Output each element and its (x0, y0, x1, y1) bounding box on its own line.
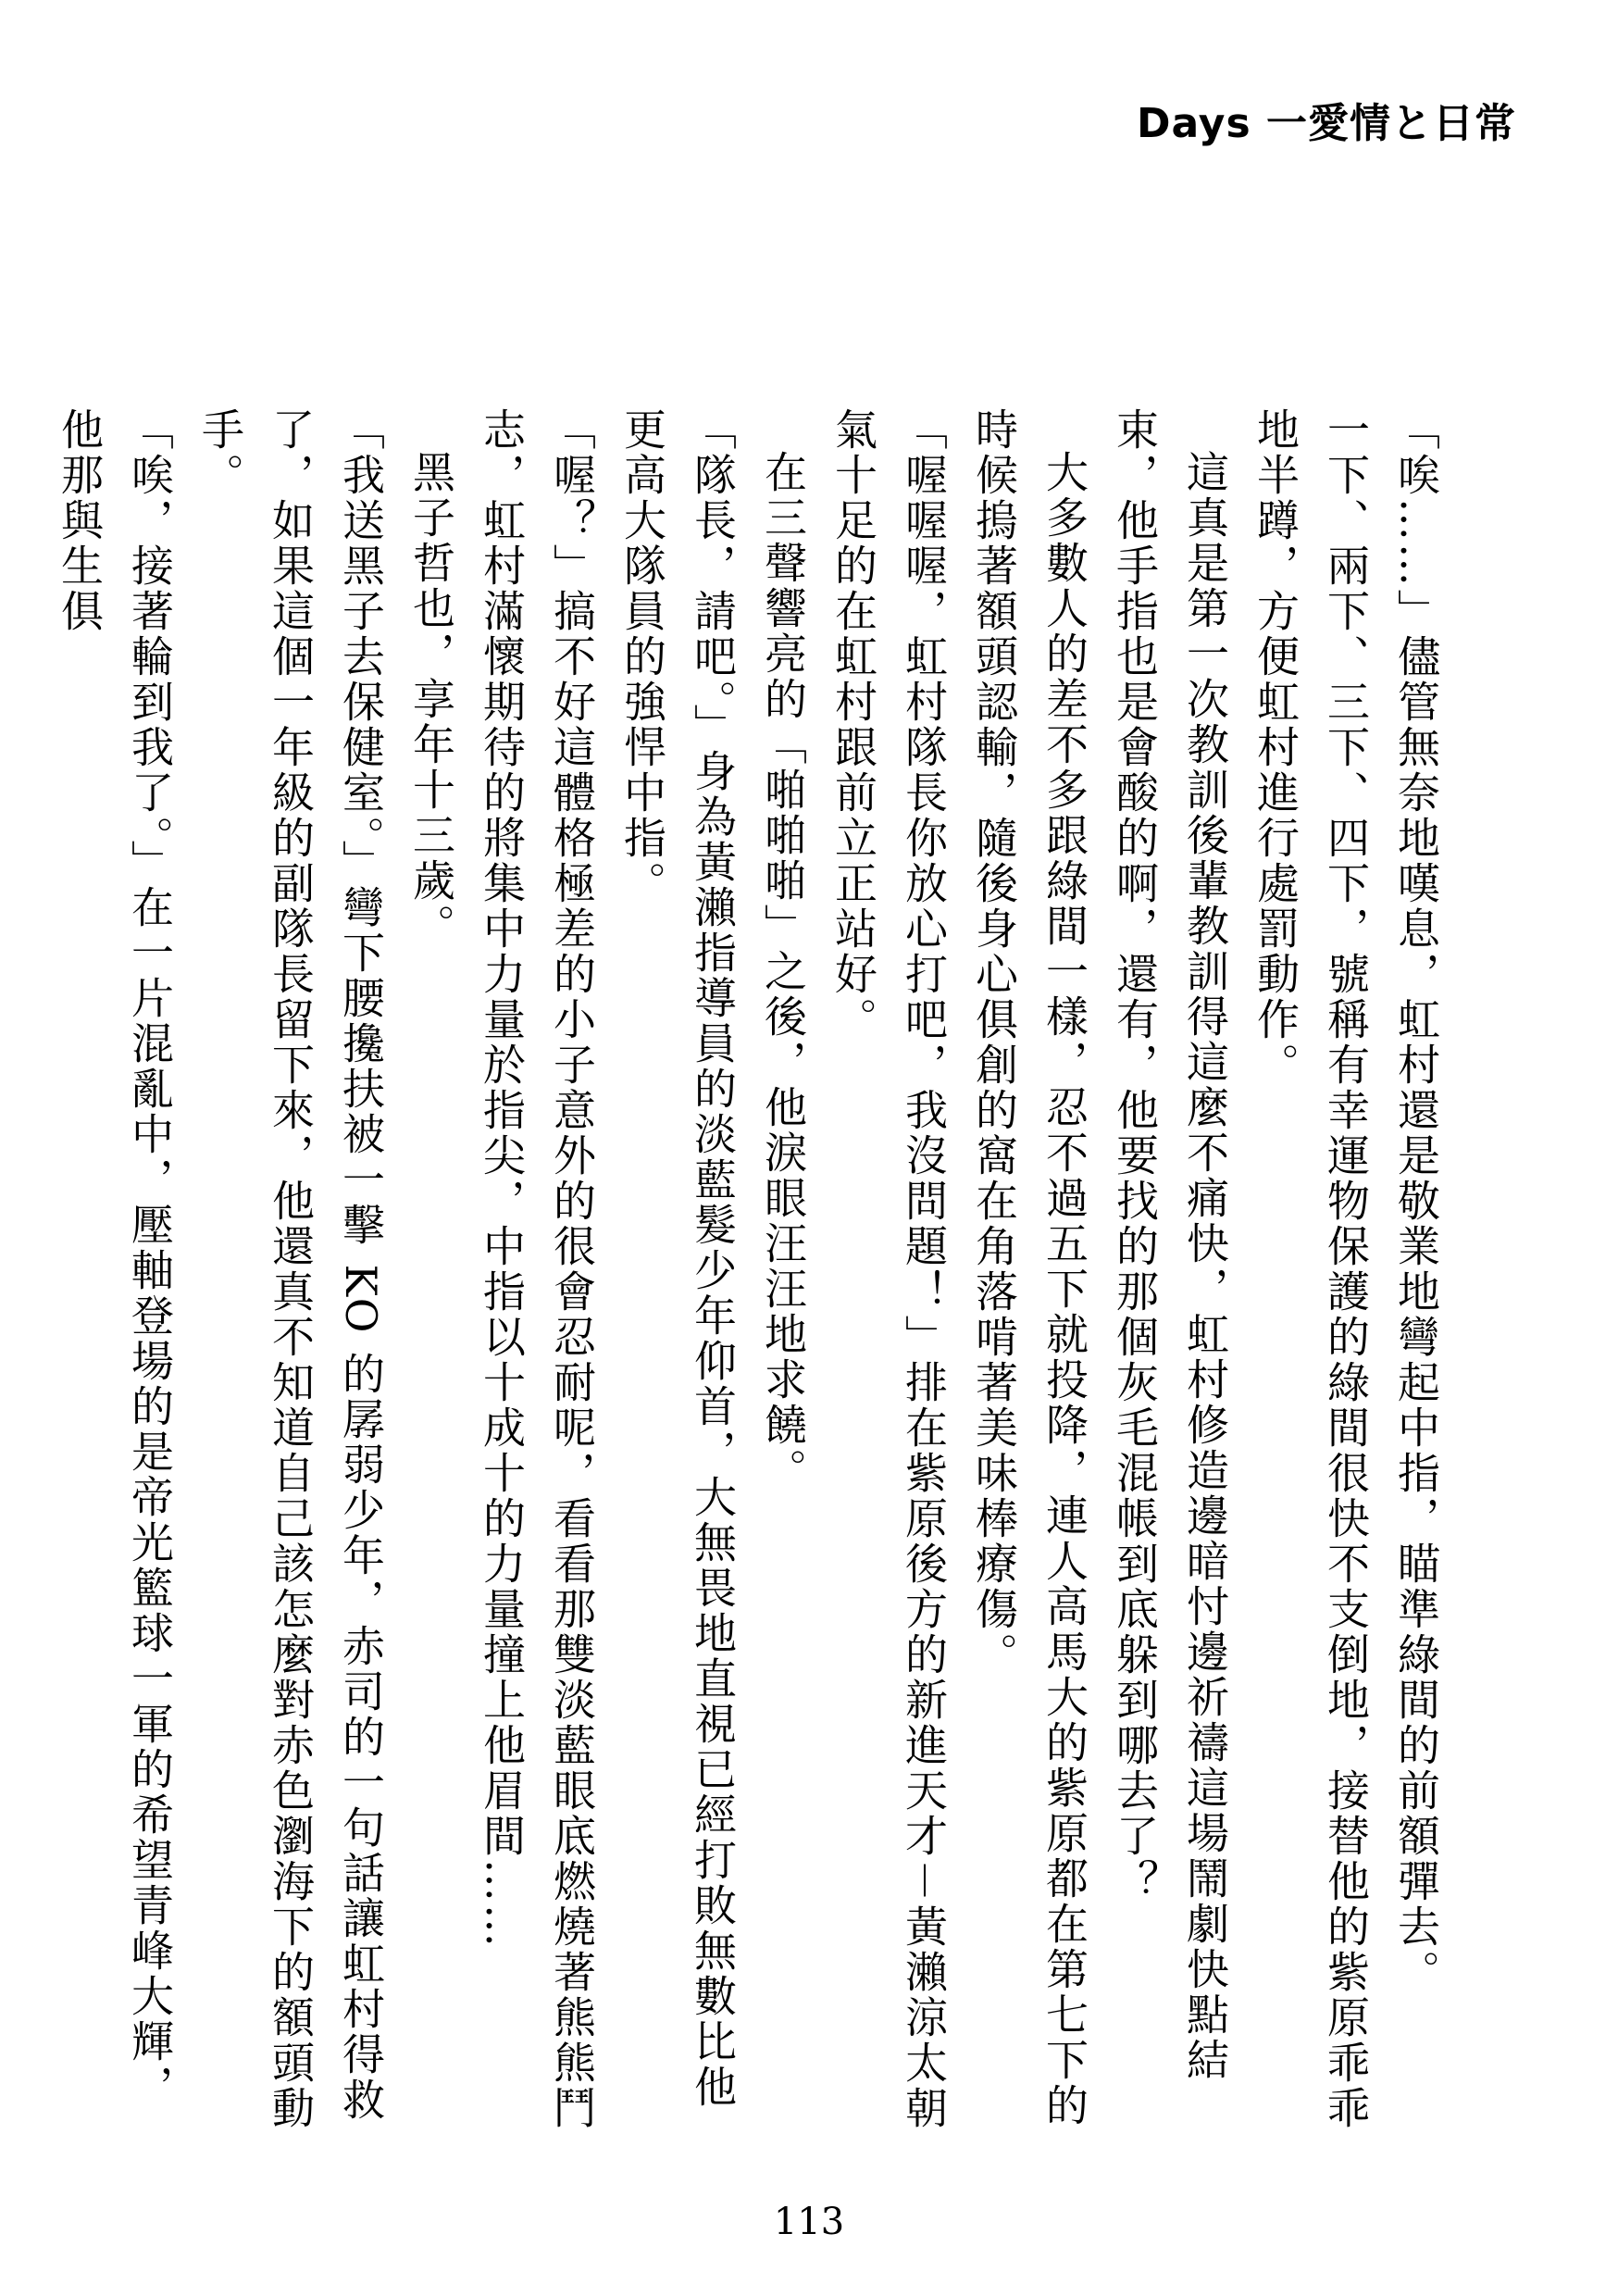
paragraph: 「喔喔喔，虹村隊長你放心打吧，我沒問題！」排在紫原後方的新進天才－黃瀨涼太朝氣十足的在虹村跟前立正站好。 (828, 407, 949, 2131)
paragraph: 「隊長，請吧。」身為黃瀨指導員的淡藍髮少年仰首，大無畏地直視已經打敗無數比他更高大隊員的強悍中指。 (617, 407, 738, 2110)
paragraph: 「唉……」儘管無奈地嘆息，虹村還是敬業地彎起中指，瞄準綠間的前額彈去。 (1391, 407, 1441, 1995)
vertical-body-text (44, 407, 1451, 2148)
paragraph: 這真是第一次教訓後輩教訓得這麼不痛快，虹村修造邊暗忖邊祈禱這場鬧劇快點結束，他手指也是會酸的啊，還有，他要找的那個灰毛混帳到底躲到哪去了？ (1110, 407, 1230, 2083)
paragraph: 在三聲響亮的「啪啪啪」之後，他淚眼汪汪地求饒。 (758, 450, 808, 1493)
paragraph: 黑子哲也，享年十三歲。 (406, 450, 456, 949)
paragraph: 「唉，接著輪到我了。」在一片混亂中，壓軸登場的是帝光籃球一軍的希望青峰大輝，他那與生俱 (55, 407, 175, 2110)
paragraph: 一下、兩下、三下、四下，號稱有幸運物保護的綠間很快不支倒地，接替他的紫原乖乖地半蹲，方便虹村進行處罰動作。 (1251, 407, 1371, 2131)
page-number: 113 (773, 2201, 845, 2243)
paragraph: 「喔？」搞不好這體格極差的小子意外的很會忍耐呢，看看那雙淡藍眼底燃燒著熊熊鬥志，虹村滿懷期待的將集中力量於指尖，中指以十成十的力量撞上他眉間…… (477, 407, 597, 2131)
paragraph: 「我送黑子去保健室。」彎下腰攙扶被一擊 KO 的孱弱少年，赤司的一句話讓虹村得救了，如果這個一年級的副隊長留下來，他還真不知道自己該怎麼對赤色瀏海下的額頭動手。 (195, 407, 386, 2131)
paragraph: 大多數人的差不多跟綠間一樣，忍不過五下就投降，連人高馬大的紫原都在第七下的時候摀著額頭認輸，隨後身心俱創的窩在角落啃著美味棒療傷。 (969, 407, 1089, 2128)
running-header-title: Days 一愛情と日常 (1136, 100, 1516, 147)
